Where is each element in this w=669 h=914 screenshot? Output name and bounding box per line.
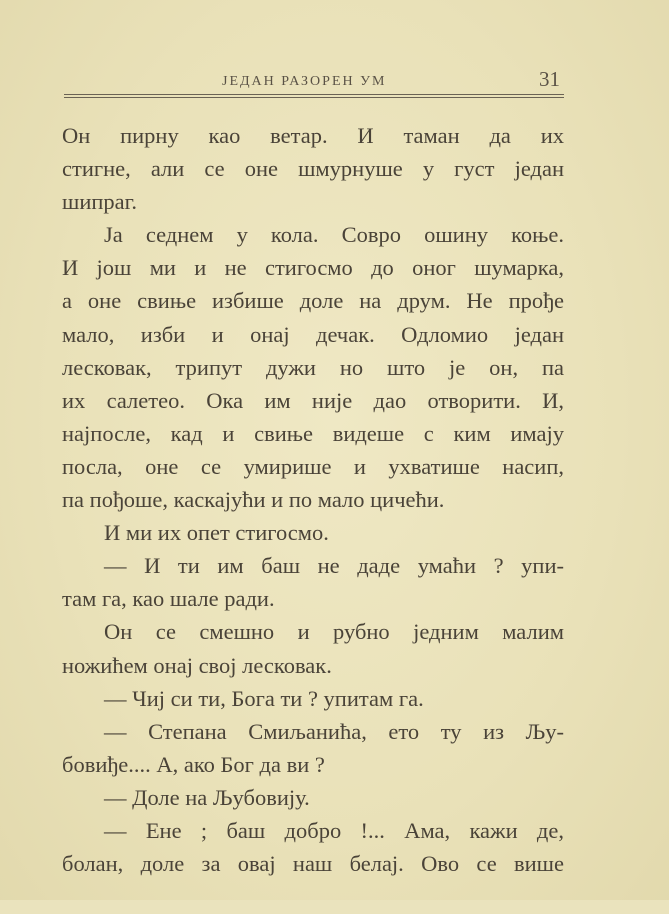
text-line: стигне, али се оне шмурнуше у густ један [62,156,564,182]
text-line: мало, изби и онај дечак. Одломио један [62,321,564,347]
text-line: посла, оне се умирише и ухватише насип, [62,453,564,479]
text-line: — И ти им баш не даде умаћи ? упи- [104,553,564,579]
page-number: 31 [539,67,560,91]
text-line: Он се смешно и рубно једним малим [104,619,564,645]
text-line: — Доле на Љубовију. [104,784,310,810]
text-line: бовиђе.... А, ако Бог да ви ? [62,751,325,777]
page-bottom-edge [0,900,669,914]
text-line: И ми их опет стигосмо. [104,520,329,546]
body-text [62,119,564,880]
text-line: Ја седнем у кола. Совро ошину коње. [104,222,564,248]
text-line: шипраг. [62,189,137,215]
text-line: И још ми и не стигосмо до оног шумарка, [62,255,564,281]
header-rule-bottom [64,97,564,98]
text-line: лесковак, трипут дужи но што је он, па [62,354,564,380]
text-line: — Степана Смиљанића, ето ту из Љу- [104,718,564,744]
text-line: ножићем онај свој лесковак. [62,652,332,678]
text-line: а оне свиње избише доле на друм. Не прође [62,288,564,314]
text-line: их салетео. Ока им није дао отворити. И, [62,387,564,413]
text-line: болан, доле за овај наш белај. Ово се више [62,851,564,877]
text-line: Он пирну као ветар. И таман да их [62,123,564,148]
text-line: там га, као шале ради. [62,586,275,612]
text-line: па пођоше, каскајући и по мало цичећи. [62,487,445,513]
text-line: — Чиј си ти, Бога ти ? упитам га. [104,685,424,711]
running-head [64,66,564,96]
text-line: — Ене ; баш добро !... Ама, кажи де, [104,817,564,843]
text-line: најпосле, кад и свиње видеше с ким имају [62,420,564,446]
header-rule-top [64,94,564,95]
running-title: ЈЕДАН РАЗОРЕН УМ [222,74,387,89]
